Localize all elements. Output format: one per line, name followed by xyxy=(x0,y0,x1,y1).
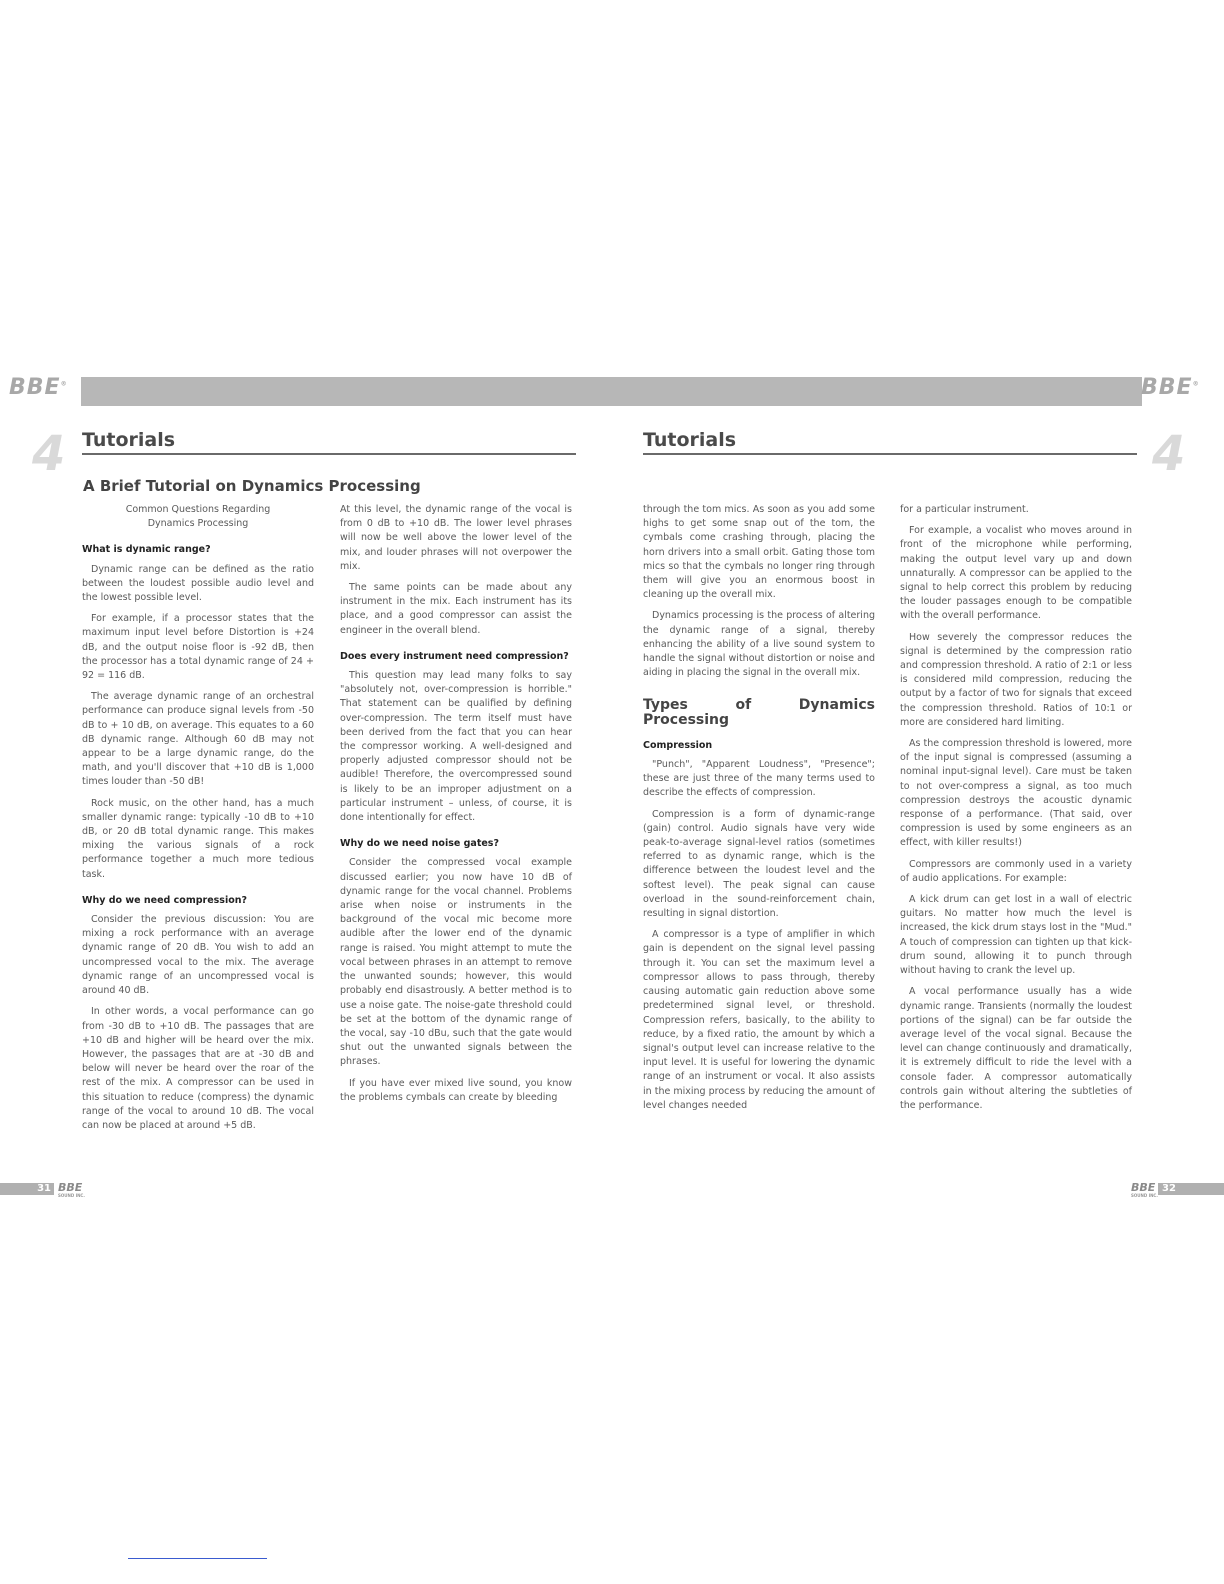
paragraph: As the compression threshold is lowered, more of the input signal is compressed (assuming a nominal input-signal level). Care must be taken to not over-compress a signal, as too much compression destroys the acoustic dynamic response of a performance. (That said, over compression is used by some engineers as an effect, with killer results!) xyxy=(900,738,1132,849)
chapter-number-left: 4 xyxy=(32,426,66,482)
intro-heading: Common Questions Regarding Dynamics Processing xyxy=(125,504,271,530)
paragraph: For example, a vocalist who moves around in front of the microphone while performing, making the output level vary up and down unnaturally. A compressor can be applied to the signal to help correct this problem by reducing the louder passages enough to be compatible with the overall performance. xyxy=(900,525,1132,622)
subsection-title: Types of Dynamics Processing xyxy=(643,697,875,728)
paragraph: For example, if a processor states that the maximum input level before Distortion is +24 dB, and the output noise floor is -92 dB, then the processor has a total dynamic range of 24 + 92 = 116 dB. xyxy=(82,613,314,682)
paragraph: Consider the compressed vocal example discussed earlier; you now have 10 dB of dynamic range for the vocal channel. Problems arise when noise or instruments in the background of the vocal mic become more audible after the lower end of the dynamic range is raised. You might attempt to mute the vocal between phrases in an attempt to remove the unwanted sounds; however, this would probably end disastrously. A better method is to use a noise gate. The noise-gate threshold could be set at the bottom of the dynamic range of the vocal, say -10 dBu, such that the gate would shut out the unwanted signals between the phrases. xyxy=(340,857,572,1068)
column-4 xyxy=(900,503,1132,1120)
paragraph: Consider the previous discussion: You are mixing a rock performance with an average dynamic range of 20 dB. You wish to add an uncompressed vocal to the mix. The average dynamic range of an uncompressed vocal is around 40 dB. xyxy=(82,914,314,997)
question-heading: What is dynamic range? xyxy=(82,544,211,556)
paragraph: Compressors are commonly used in a variety of audio applications. For example: xyxy=(900,858,1132,884)
question-heading: Why do we need noise gates? xyxy=(340,838,499,850)
column-1 xyxy=(82,503,314,1140)
divider-line xyxy=(128,1558,267,1559)
footer-logo-right: BBE SOUND INC. xyxy=(1131,1181,1158,1198)
section-title-right: Tutorials xyxy=(643,429,1137,455)
paragraph: "Punch", "Apparent Loudness", "Presence"; these are just three of the many terms used to describe the effects of compression. xyxy=(643,759,875,799)
question-heading: Why do we need compression? xyxy=(82,894,248,906)
paragraph: Dynamics processing is the process of altering the dynamic range of a signal, thereby enhancing the ability of a live sound system to handle the signal without distortion or noise and aiding in placing the signal in the overall mix. xyxy=(643,610,875,679)
column-3 xyxy=(643,503,875,1120)
column-2 xyxy=(340,503,572,1112)
page-number-right: 32 xyxy=(1158,1183,1224,1195)
paragraph: How severely the compressor reduces the signal is determined by the compression ratio and compression threshold. A ratio of 2:1 or less is considered mild compression, reducing the output by a factor of two for signals that exceed the compression threshold. Ratios of 10:1 or more are considered hard limiting. xyxy=(900,631,1132,728)
chapter-number-right: 4 xyxy=(1152,426,1186,482)
section-title-left: Tutorials xyxy=(82,429,576,455)
question-heading: Does every instrument need compression? xyxy=(340,650,569,662)
paragraph: A kick drum can get lost in a wall of electric guitars. No matter how much the level is increased, the kick drum stays lost in the "Mud." A touch of compression can tighten up that kick-drum sound, allowing it to punch through without having to crank the level up. xyxy=(900,894,1132,977)
paragraph: A vocal performance usually has a wide dynamic range. Transients (normally the loudest portions of the signal) can be far outside the average level of the vocal signal. Because the level can change continuously and dramatically, it is extremely difficult to ride the level with a console fader. A compressor automatically controls gain without altering the subtleties of the performance. xyxy=(900,986,1132,1111)
paragraph: The average dynamic range of an orchestral performance can produce signal levels from -50 dB to + 10 dB, on average. This equates to a 60 dB dynamic range. Although 60 dB may not appear to be a large dynamic range, do the math, and you'll discover that +10 dB is 1,000 times louder than -50 dB! xyxy=(82,691,314,788)
paragraph: The same points can be made about any instrument in the mix. Each instrument has its place, and a good compressor can assist the engineer in the overall blend. xyxy=(340,582,572,636)
paragraph: for a particular instrument. xyxy=(900,504,1029,515)
footer-logo-left: BBE SOUND INC. xyxy=(58,1181,85,1198)
paragraph: In other words, a vocal performance can go from -30 dB to +10 dB. The passages that are +10 dB and higher will be heard over the mix. However, the passages that are at -30 dB and below will never be heard over the roar of the rest of the mix. A compressor can be used in this situation to reduce (compress) the dynamic range of the vocal to around 10 dB. The vocal can now be placed at around +5 dB. xyxy=(82,1006,314,1131)
paragraph: If you have ever mixed live sound, you know the problems cymbals can create by bleeding xyxy=(340,1077,572,1103)
page-number-left: 31 xyxy=(0,1183,54,1195)
paragraph: A compressor is a type of amplifier in which gain is dependent on the signal level passing through it. You can set the maximum level a compressor allows to pass through, thereby causing automatic gain reduction above some predetermined signal level, or threshold. Compression refers, basically, to the ability to reduce, by a fixed ratio, the amount by which a signal's output level can increase relative to the input level. It is useful for lowering the dynamic range of an instrument or vocal. It also assists in the mixing process by reducing the amount of level changes needed xyxy=(643,929,875,1111)
bbe-logo-right: BBE® xyxy=(1141,375,1200,400)
paragraph: Rock music, on the other hand, has a much smaller dynamic range: typically -10 dB to +10 dB, or 20 dB total dynamic range. This makes mixing the various signals of a rock performance together a much more tedious task. xyxy=(82,797,314,880)
paragraph: This question may lead many folks to say "absolutely not, over-compression is horrible." That statement can be qualified by defining over-compression. The term itself must have been derived from the fact that you can hear the compressor working. A well-designed and properly adjusted compressor should not be audible! Therefore, the overcompressed sound is likely to be an improper adjustment on a particular instrument – unless, of course, it is done intentionally for effect. xyxy=(340,670,572,824)
paragraph: At this level, the dynamic range of the vocal is from 0 dB to +10 dB. The lower level phrases will now be well above the lower level of the mix, and louder phrases will not overpower the mix. xyxy=(340,504,572,572)
header-band xyxy=(81,377,1142,406)
page-title: A Brief Tutorial on Dynamics Processing xyxy=(83,477,421,495)
paragraph: through the tom mics. As soon as you add some highs to get some snap out of the tom, the cymbals come crashing through, placing the horn drivers into a small orbit. Gating those tom mics so that the cymbals no longer ring through them will give you an enormous boost in cleaning up the overall mix. xyxy=(643,504,875,601)
subsection-heading: Compression xyxy=(643,739,713,751)
paragraph: Dynamic range can be defined as the ratio between the loudest possible audio level and the lowest possible level. xyxy=(82,563,314,604)
bbe-logo-left: BBE® xyxy=(9,375,68,400)
paragraph: Compression is a form of dynamic-range (gain) control. Audio signals have very wide peak-to-average signal-level ratios (sometimes referred to as dynamic range, which is the difference between the loudest level and the softest level). The peak signal can cause overload in the sound-reinforcement chain, resulting in signal distortion. xyxy=(643,808,875,920)
